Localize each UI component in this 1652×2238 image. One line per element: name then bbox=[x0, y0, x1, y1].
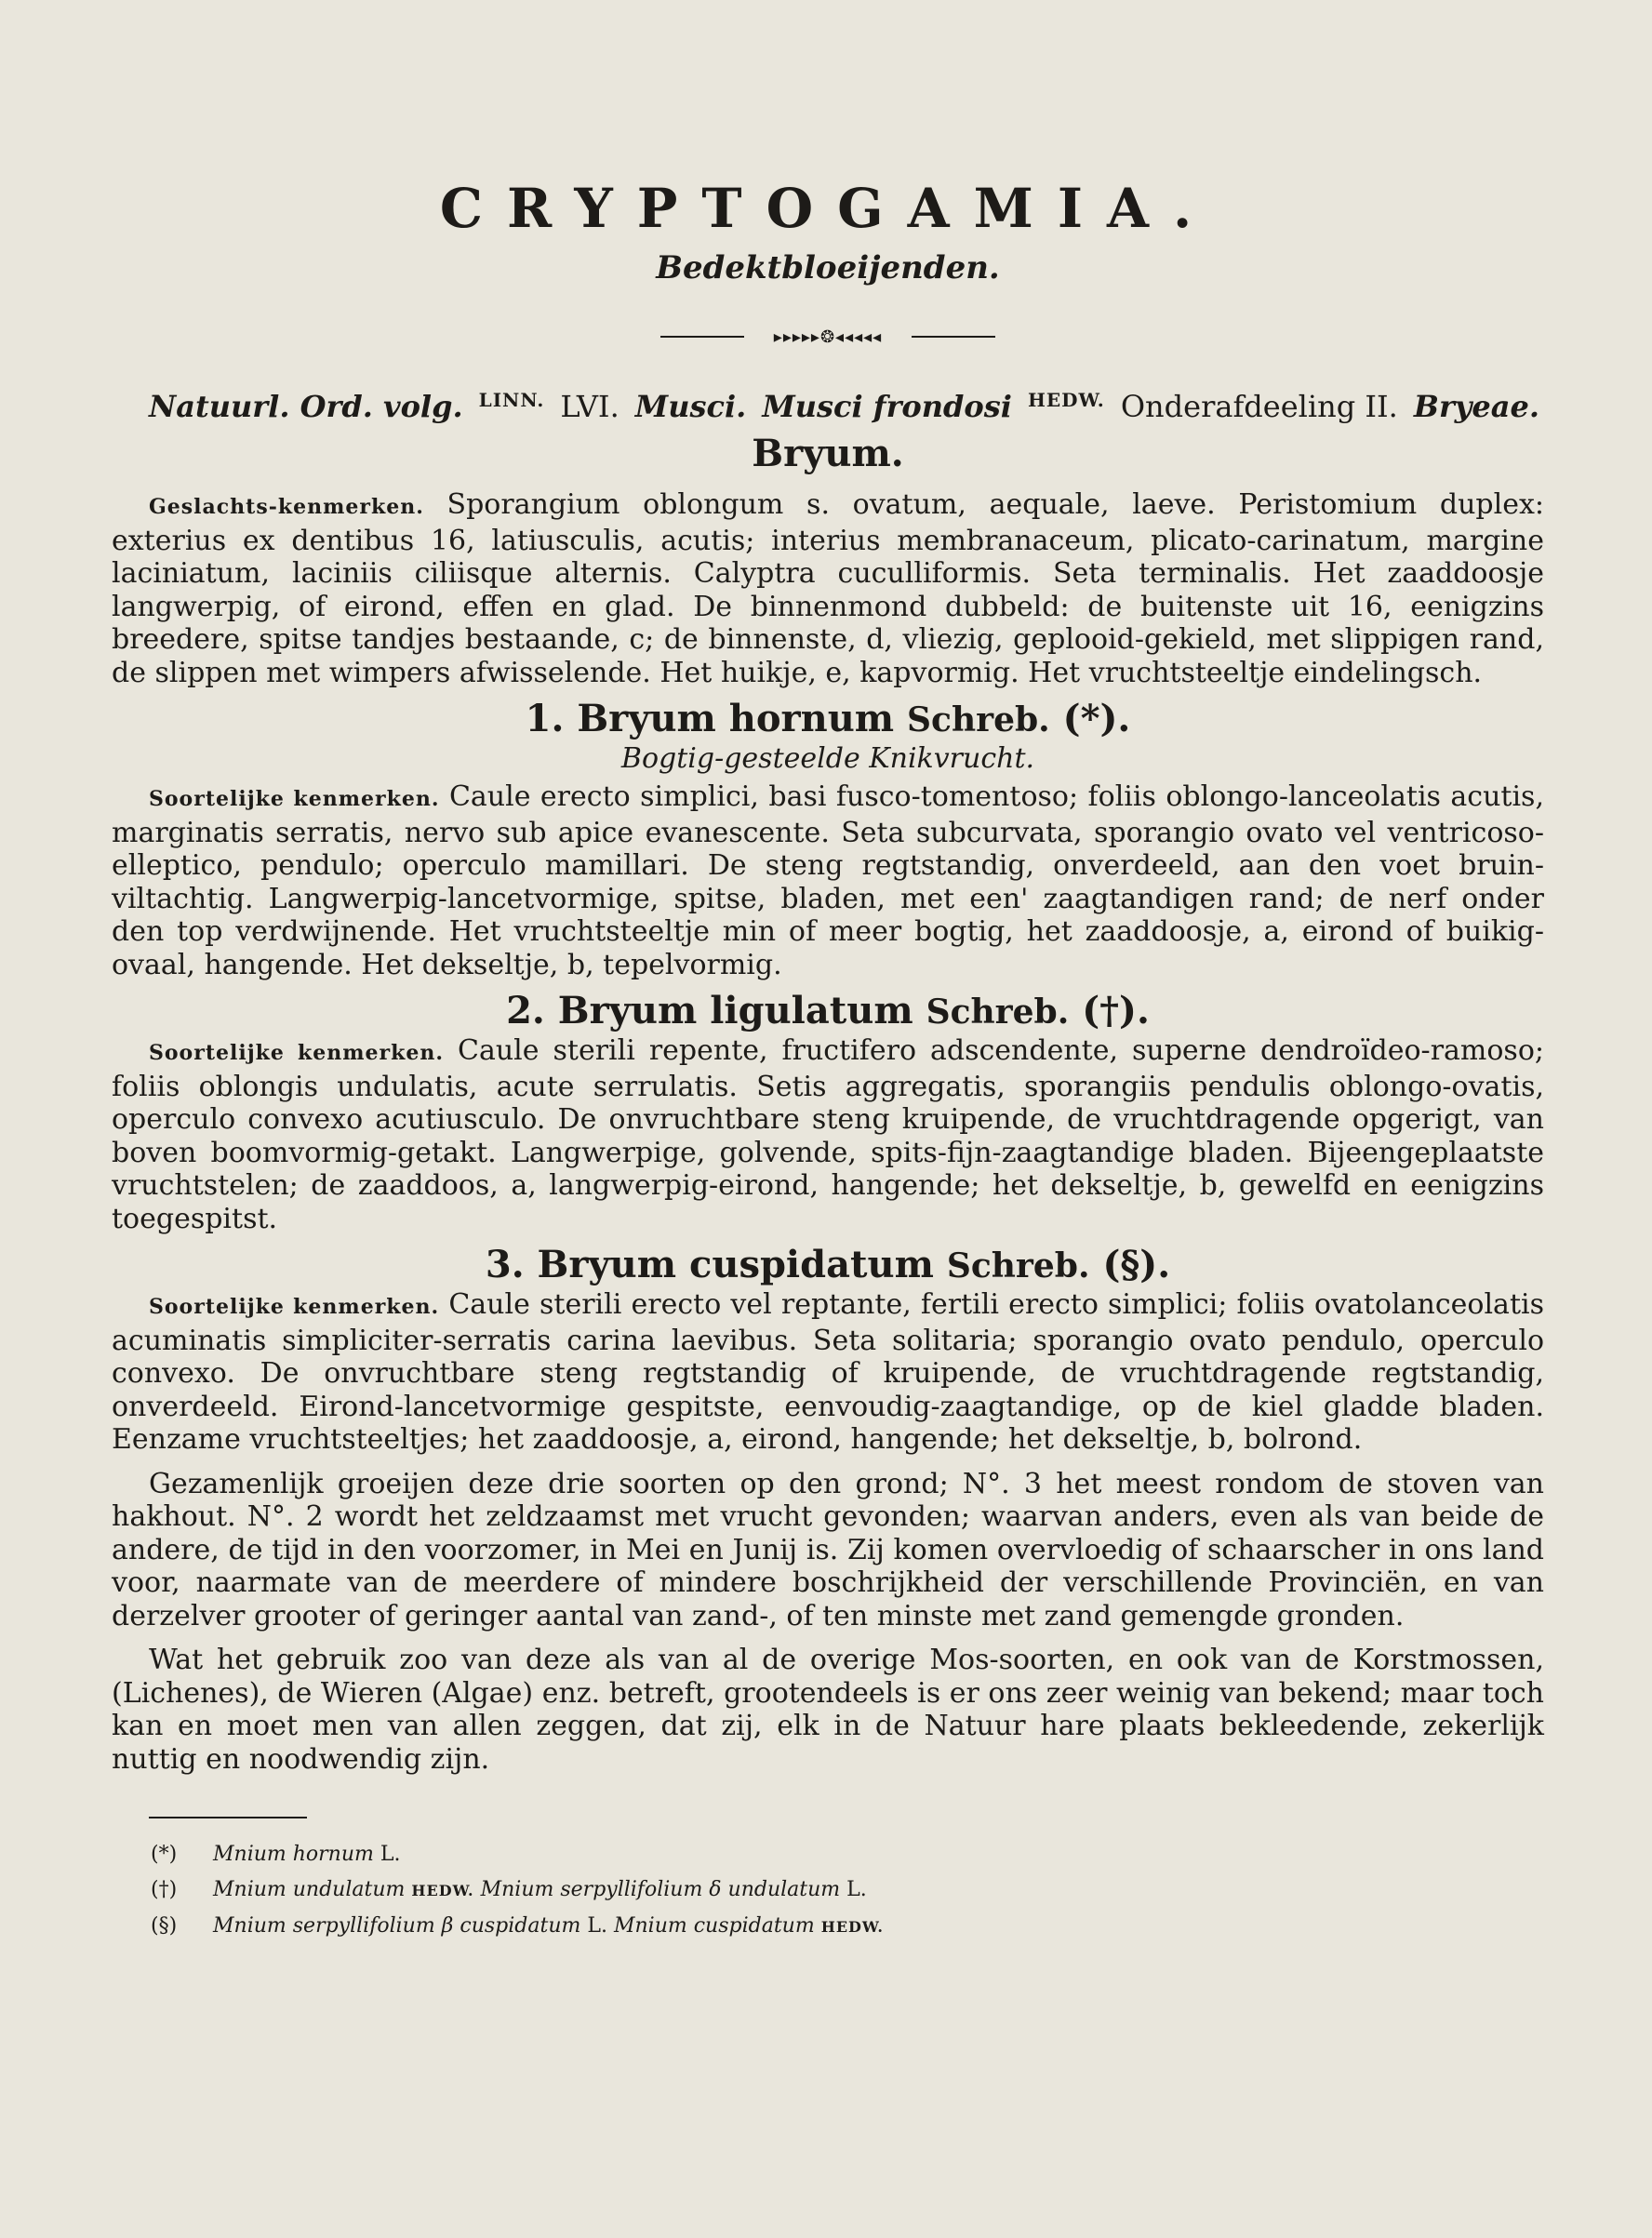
order-bryeae: Bryeae. bbox=[1413, 389, 1539, 424]
footnote-3 bbox=[151, 1909, 1544, 1945]
species-description-label: Soortelijke kenmerken. bbox=[149, 787, 440, 811]
footnote-text-2: Mnium cuspidatum bbox=[613, 1914, 815, 1938]
species-description-text: Caule erecto simplici, basi fusco-tomentoso; foliis oblongo-lanceolatis acutis, marginatis serratis, nervo sub apice evanescente. Seta subcurvata, sporangio ovato vel ventricoso-elleptico, pendulo; operculo mamillari. De steng regtstandig, onverdeeld, aan den voet bruin-viltachtig. Langwerpig-lancetvormige, spitse, bladen, met een' zaagtandigen rand; de nerf onder den top verdwijnende. Het vruchtsteeltje min of meer bogtig, het zaaddoosje, a, eirond of buikig-ovaal, hangende. Het dekseltje, b, tepelvormig. bbox=[112, 780, 1544, 981]
species-description-text: Caule sterili erecto vel reptante, fertili erecto simplici; foliis ovatolanceolatis acuminatis simpliciter-serratis carina laevibus. Seta solitaria; sporangio ovato pendulo, operculo convexo. De onvruchtbare steng regtstandig of kruipende, de vruchtdragende regtstandig, onverdeeld. Eirond-lancetvormige gespitste, eenvoudig-zaagtandige, op de kiel gladde bladen. Eenzame vruchtsteeltjes; het zaaddoosje, a, eirond, hangende; het dekseltje, b, bolrond. bbox=[112, 1288, 1544, 1456]
footnote-mark: (†) bbox=[151, 1878, 178, 1901]
species-footnote-mark: (§). bbox=[1102, 1243, 1171, 1286]
spacer bbox=[112, 1632, 1544, 1644]
footnote-2 bbox=[151, 1872, 1544, 1909]
genus-heading: Bryum. bbox=[752, 432, 904, 475]
footnote-text-2: Mnium serpyllifolium δ undulatum bbox=[480, 1878, 841, 1901]
page-title: CRYPTOGAMIA. bbox=[439, 177, 1217, 240]
footnote-mark: (§) bbox=[151, 1914, 178, 1938]
species-dutch-name-1: Bogtig-gesteelde Knikvrucht. bbox=[620, 742, 1035, 775]
species-author: Schreb. bbox=[907, 700, 1050, 739]
footnote-text: Mnium serpyllifolium β cuspidatum bbox=[213, 1914, 581, 1938]
document-page bbox=[112, 177, 1544, 1945]
footnote-mark: (*) bbox=[151, 1843, 178, 1866]
species-name: 3. Bryum cuspidatum bbox=[485, 1243, 934, 1286]
footnote-author: HEDW. bbox=[820, 1918, 884, 1936]
species-heading-1 bbox=[112, 697, 1544, 740]
species-description-3 bbox=[112, 1288, 1544, 1457]
species-description-2 bbox=[112, 1034, 1544, 1235]
order-label: Natuurl. Ord. volg. bbox=[149, 389, 463, 424]
footnote-suffix: L. bbox=[587, 1914, 607, 1938]
species-heading-3 bbox=[112, 1243, 1544, 1286]
species-name: 1. Bryum hornum bbox=[525, 697, 895, 740]
species-description-label: Soortelijke kenmerken. bbox=[149, 1295, 440, 1319]
order-line bbox=[149, 389, 1539, 424]
ornament-line-right bbox=[912, 336, 995, 338]
genus-description-text: Sporangium oblongum s. ovatum, aequale, laeve. Peristomium duplex: exterius ex dentibus 16, latiusculis, acutis; interius membranaceum, plicato-carinatum, margine laciniatum, laciniis ciliisque alternis. Calyptra cuculliformis. Seta terminalis. Het zaaddoosje langwerpig, of eirond, effen en glad. De binnenmond dubbeld: de buitenste uit 16, eenigzins breedere, spitse tandjes bestaande, c; de binnenste, d, vliezig, geplooid-gekield, met slippigen rand, de slippen met wimpers afwisselende. Het huikje, e, kapvormig. Het vruchtsteeltje eindelingsch. bbox=[112, 488, 1544, 689]
title-block bbox=[112, 177, 1544, 286]
species-description-text: Caule sterili repente, fructifero adscendente, superne dendroïdeo-ramoso; foliis oblongis undulatis, acute serrulatis. Setis aggregatis, sporangiis pendulis oblongo-ovatis, operculo convexo acutiusculo. De onvruchtbare steng kruipende, de vruchtdragende opgerigt, van boven boomvormig-getakt. Langwerpige, golvende, spits-fijn-zaagtandige bladen. Bijeengeplaatste vruchtstelen; de zaaddoos, a, langwerpig-eirond, hangende; het dekseltje, b, gewelfd en eenigzins toegespitst. bbox=[112, 1034, 1544, 1235]
order-hedw: HEDW. bbox=[1027, 389, 1105, 411]
footnote-text: Mnium hornum bbox=[213, 1843, 374, 1866]
species-description-1 bbox=[112, 780, 1544, 981]
species-author: Schreb. bbox=[926, 992, 1070, 1032]
genus-description-label: Geslachts-kenmerken. bbox=[149, 495, 424, 519]
footnote-author: HEDW. bbox=[411, 1882, 474, 1899]
species-heading-2 bbox=[112, 989, 1544, 1032]
order-musci: Musci. bbox=[634, 389, 747, 424]
order-linn: LINN. bbox=[478, 389, 545, 411]
order-subdivision: Onderafdeeling II. bbox=[1120, 389, 1398, 424]
species-name: 2. Bryum ligulatum bbox=[506, 989, 913, 1032]
footnote-suffix: L. bbox=[846, 1878, 867, 1901]
footnote-text: Mnium undulatum bbox=[213, 1878, 406, 1901]
page-subtitle: Bedektbloeijenden. bbox=[656, 249, 1000, 286]
habitat-paragraph: Gezamenlijk groeijen deze drie soorten op den grond; N°. 3 het meest rondom de stoven van hakhout. N°. 2 wordt het zeldzaamst met vrucht gevonden; waarvan anders, even als van beide de andere, de tijd in den voorzomer, in Mei en Junij is. Zij komen overvloedig of schaarscher in ons land voor, naarmate van de meerdere of mindere boschrijkheid der verschillende Provinciën, en van derzelver grooter of geringer aantal van zand-, of ten minste met zand gemengde gronden. bbox=[112, 1467, 1544, 1632]
species-description-label: Soortelijke kenmerken. bbox=[149, 1041, 445, 1065]
spacer bbox=[112, 1457, 1544, 1468]
order-number: LVI. bbox=[560, 389, 620, 424]
usage-paragraph: Wat het gebruik zoo van deze als van al de overige Mos-soorten, en ook van de Korstmossen, (Lichenes), de Wieren (Algae) enz. betreft, grootendeels is er ons zeer weinig van bekend; maar toch kan en moet men van allen zeggen, dat zij, elk in de Natuur hare plaats bekleedende, zekerlijk nuttig en noodwendig zijn. bbox=[112, 1644, 1544, 1776]
order-musci-frondosi: Musci frondosi bbox=[762, 389, 1012, 424]
species-footnote-mark: (*). bbox=[1062, 697, 1131, 740]
footnote-1 bbox=[151, 1837, 1544, 1872]
ornament-glyphs: ▸▸▸▸▸❂◂◂◂◂◂ bbox=[773, 327, 883, 347]
species-footnote-mark: (†). bbox=[1082, 989, 1150, 1032]
ornament-line-left bbox=[660, 336, 744, 338]
genus-description bbox=[112, 488, 1544, 689]
footnote-suffix: L. bbox=[380, 1843, 401, 1866]
ornament-divider bbox=[660, 327, 995, 346]
species-author: Schreb. bbox=[946, 1246, 1090, 1286]
footnote-rule bbox=[149, 1817, 307, 1818]
